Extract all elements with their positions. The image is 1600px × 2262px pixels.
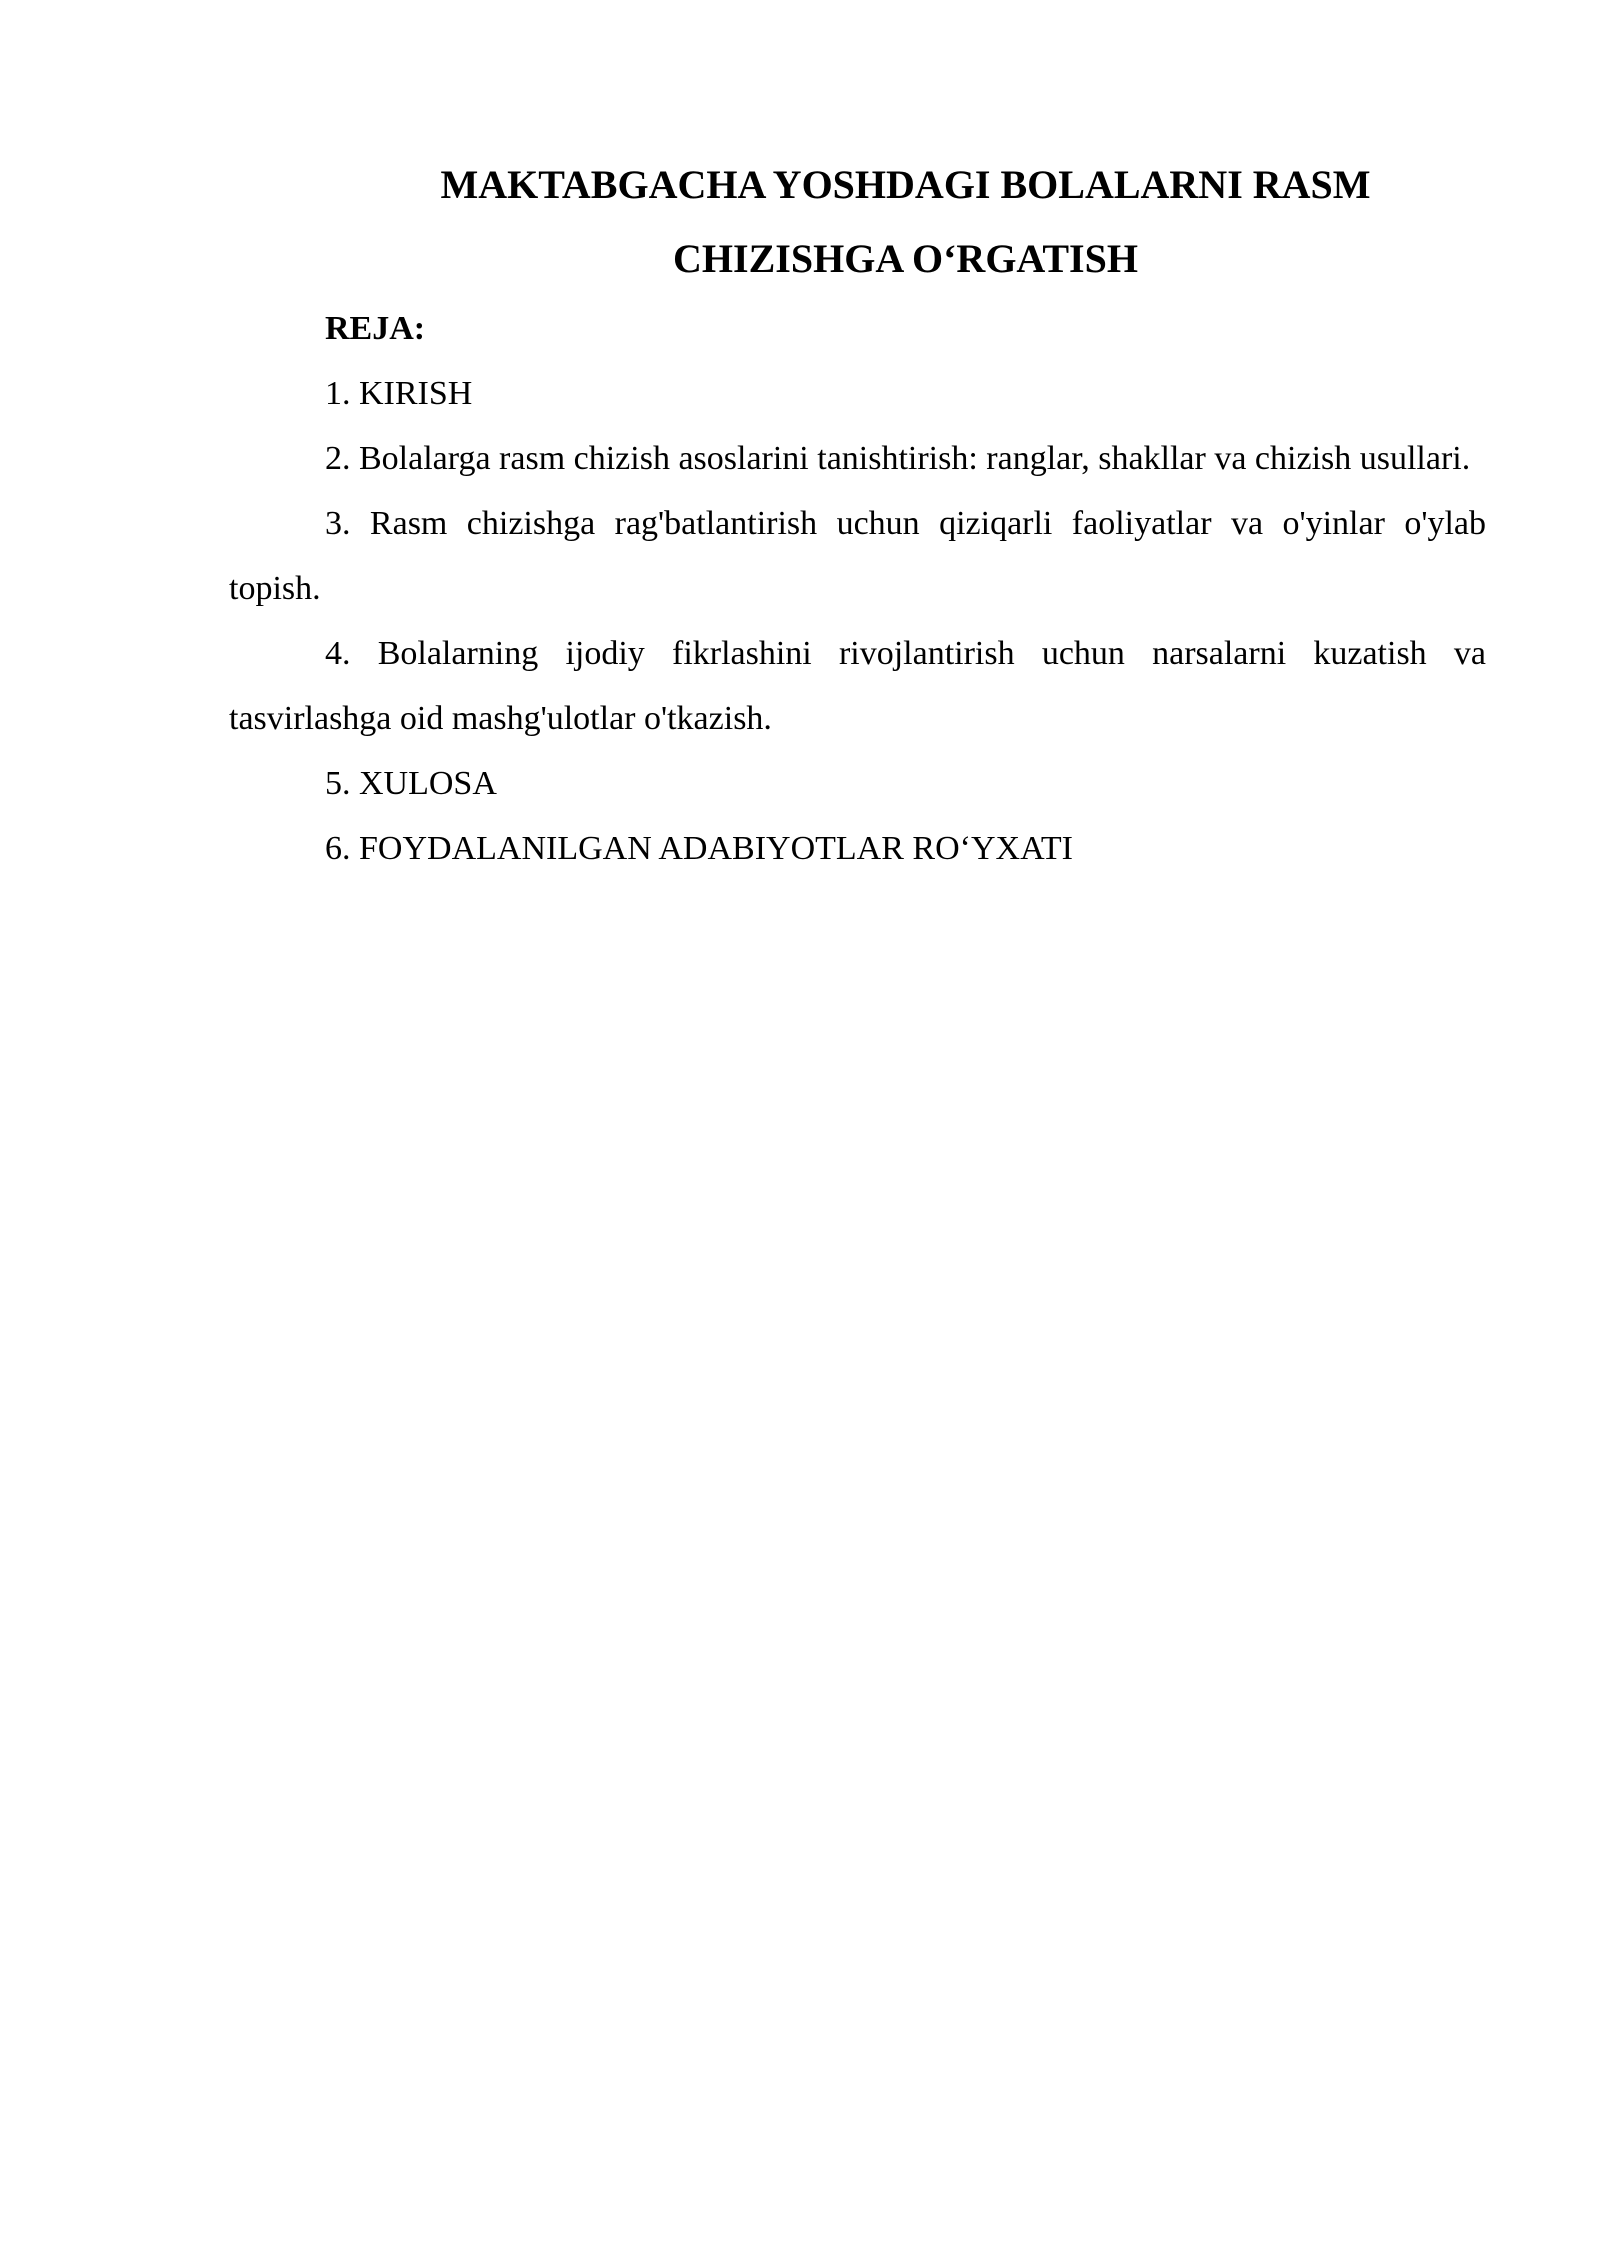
plan-item-5: 5. XULOSA [325, 765, 497, 802]
document-title-line-1: MAKTABGACHA YOSHDAGI BOLALARNI RASM [440, 162, 1371, 207]
document-body [229, 148, 1486, 881]
plan-heading: REJA: [325, 310, 426, 347]
plan-item-3: 3. Rasm chizishga rag'batlantirish uchun qiziqarli faoliyatlar va o'yinlar o'ylab topish. [229, 505, 1486, 607]
plan-item-6: 6. FOYDALANILGAN ADABIYOTLAR RO‘YXATI [325, 830, 1073, 867]
document-title-line-2: CHIZISHGA O‘RGATISH [673, 236, 1138, 281]
plan-item-1: 1. KIRISH [325, 375, 473, 412]
plan-item-2: 2. Bolalarga rasm chizish asoslarini tanishtirish: ranglar, shakllar va chizish usullari. [325, 440, 1471, 477]
plan-item-4: 4. Bolalarning ijodiy fikrlashini rivojlantirish uchun narsalarni kuzatish va tasvirlashga oid mashg'ulotlar o'tkazish. [229, 635, 1486, 737]
